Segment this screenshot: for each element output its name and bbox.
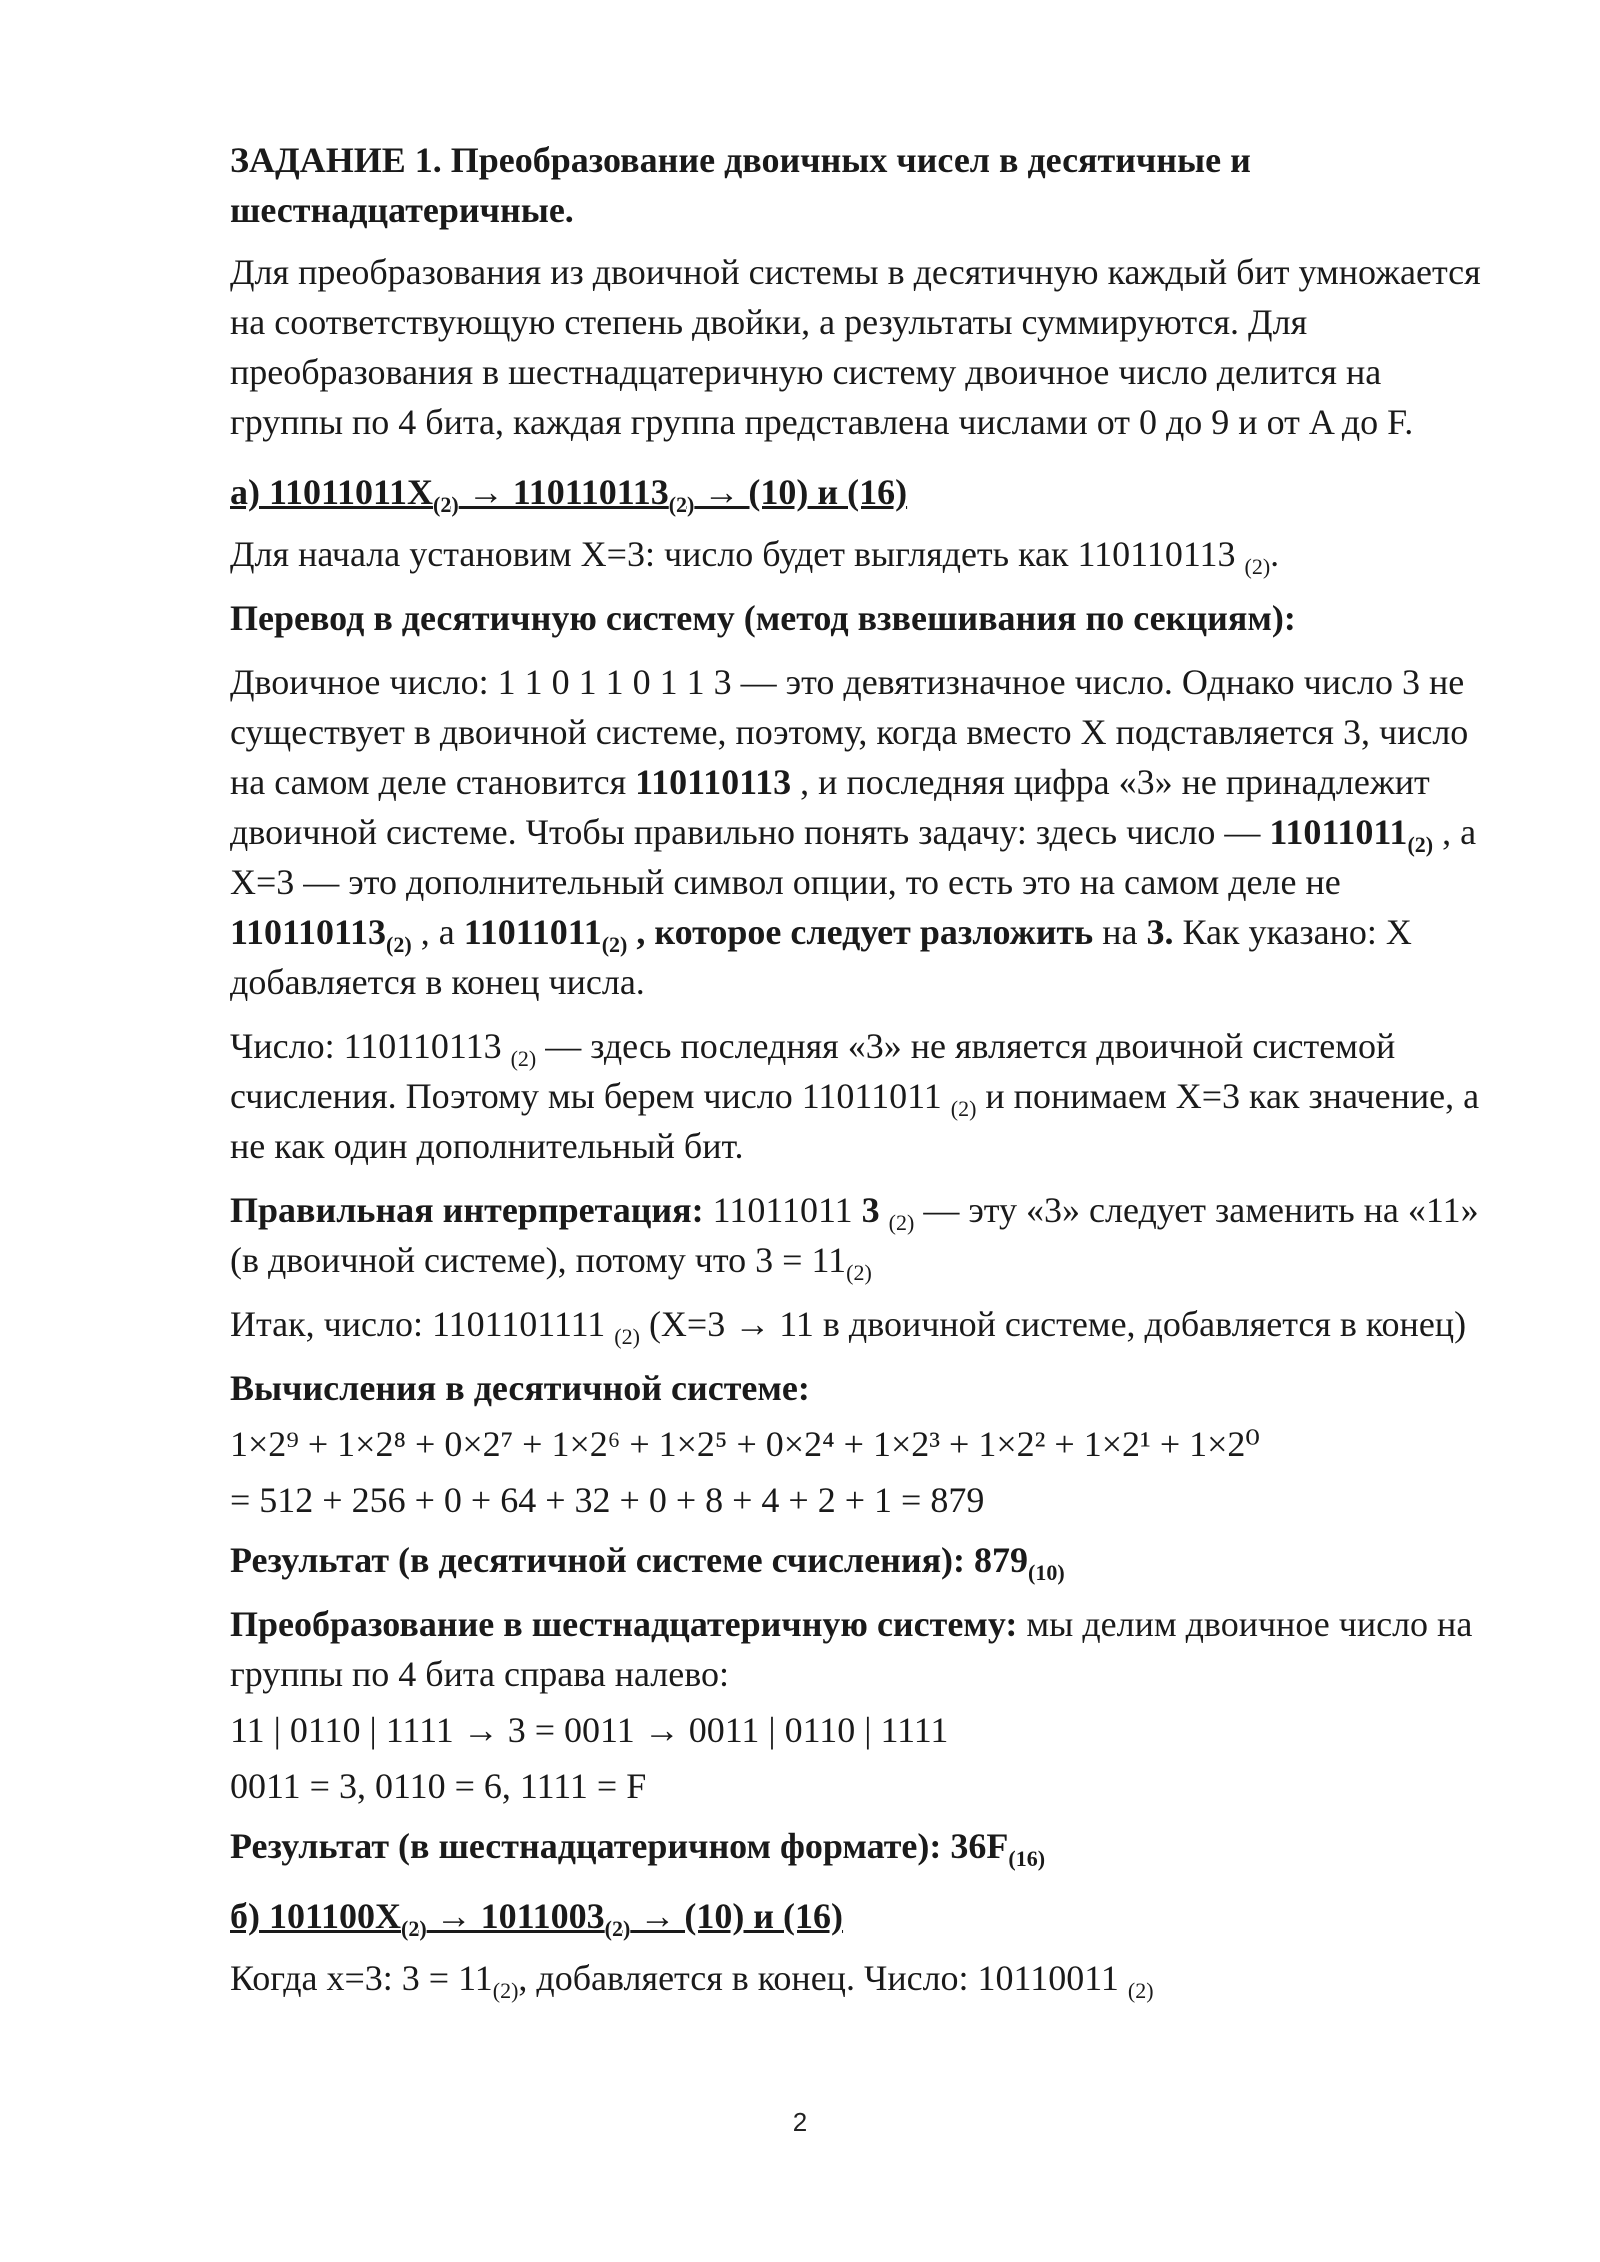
- p3-text-d: — эту «3» следует заменить на «11» (в двоичной системе), потому что 3 = 11: [230, 1190, 1479, 1280]
- section-a-base-1: (2): [433, 492, 459, 517]
- calc-equation-1: 1×2⁹ + 1×2⁸ + 0×2⁷ + 1×2⁶ + 1×2⁵ + 0×2⁴ + 1×2³ + 1×2² + 1×2¹ + 1×2⁰: [230, 1424, 1260, 1464]
- b-line-text-a: Когда x=3: 3 = 11: [230, 1958, 493, 1998]
- p2-base-a: (2): [510, 1046, 537, 1071]
- p3-base-d: (2): [846, 1260, 872, 1285]
- p1-base-d: (2): [1407, 832, 1434, 857]
- interpretation-paragraph: [230, 1185, 1500, 1285]
- section-a-title-part1: a) 11011011X: [230, 472, 434, 512]
- calc-heading: Вычисления в десятичной системе:: [230, 1368, 810, 1408]
- p3-label: Правильная интерпретация:: [230, 1190, 704, 1230]
- p3-space: [880, 1190, 889, 1230]
- hex-result: [230, 1821, 1500, 1871]
- set-x-end: .: [1270, 534, 1280, 574]
- section-b-base-2: (2): [604, 1916, 631, 1941]
- section-b-title-part1: б) 101100X: [230, 1896, 401, 1936]
- task-heading: ЗАДАНИЕ 1. Преобразование двоичных чисел в десятичные и шестнадцатеричные.: [230, 140, 1251, 230]
- decimal-result-text: Результат (в десятичной системе счисления): 879: [230, 1540, 1029, 1580]
- p2-text-b: — здесь последняя «3» не является двоичной системой счисления. Поэтому мы берем число 11011011: [230, 1026, 1396, 1116]
- p4-text-a: Итак, число: 1101101111: [230, 1304, 615, 1344]
- set-x-base: (2): [1244, 554, 1271, 579]
- decimal-method-heading: Перевод в десятичную систему (метод взвешивания по секциям):: [230, 598, 1296, 638]
- p2-text-a: Число: 110110113: [230, 1026, 511, 1066]
- p3-text-a: 11011011: [703, 1190, 862, 1230]
- section-a-title-part3: → (10) и (16): [694, 472, 908, 512]
- p1-text-c: , и последняя цифра «3» не принадлежит двоичной системе. Чтобы правильно понять задачу: здесь число —: [230, 762, 1430, 852]
- section-a-heading: [230, 467, 1500, 517]
- p1-text-g: , а: [411, 912, 464, 952]
- p3-digit-b: 3: [861, 1190, 880, 1230]
- b-line-base-b: (2): [1127, 1978, 1154, 2003]
- page-content: [230, 135, 1500, 2017]
- calc-equation-2: = 512 + 256 + 0 + 64 + 32 + 0 + 8 + 4 + 2 + 1 = 879: [230, 1480, 985, 1520]
- p3-base-c: (2): [888, 1210, 915, 1235]
- section-a-base-2: (2): [668, 492, 695, 517]
- task-intro: Для преобразования из двоичной системы в десятичную каждый бит умножается на соответствующую степень двойки, а результаты суммируются. Для преобразования в шестнадцатеричную систему двоичное число делится на группы по 4 бита, каждая группа представлена числами от 0 до 9 и от A до F.: [230, 252, 1481, 442]
- p4-base-a: (2): [614, 1324, 640, 1349]
- p1-number-k: 3.: [1146, 912, 1174, 952]
- hex-groups-line: 11 | 0110 | 1111 → 3 = 0011 → 0011 | 0110 | 1111: [230, 1710, 949, 1750]
- p2-text-c: и понимаем X=3 как значение, а не как один дополнительный бит.: [230, 1076, 1480, 1166]
- p1-text-l: Как указано: X добавляется в конец числа.: [230, 912, 1412, 1002]
- hex-text: мы делим двоичное число на группы по 4 бита справа налево:: [230, 1604, 1473, 1694]
- section-b-title-part2: → 1011003: [426, 1896, 605, 1936]
- p2-base-b: (2): [950, 1096, 977, 1121]
- final-number-paragraph: [230, 1299, 1500, 1349]
- decimal-result-base: (10): [1028, 1560, 1065, 1585]
- number-explanation-paragraph: [230, 1021, 1500, 1171]
- binary-number-paragraph: [230, 657, 1500, 1007]
- section-a-title-part2: → 110110113: [458, 472, 669, 512]
- section-b-line: [230, 1953, 1500, 2003]
- p1-text-e: , а X=3 — это дополнительный символ опции, то есть это на самом деле не: [230, 812, 1477, 902]
- hex-result-text: Результат (в шестнадцатеричном формате): 36F: [230, 1826, 1009, 1866]
- set-x-text: Для начала установим X=3: число будет выглядеть как 110110113: [230, 534, 1245, 574]
- hex-result-base: (16): [1008, 1846, 1046, 1871]
- p1-base-f: (2): [386, 932, 412, 957]
- section-b-heading: [230, 1891, 1500, 1941]
- p4-text-b: (X=3 → 11 в двоичной системе, добавляется в конец): [639, 1304, 1467, 1344]
- page-number: 2: [792, 2107, 808, 2137]
- p1-number-d: 11011011: [1269, 812, 1408, 852]
- hex-conversion-paragraph: [230, 1599, 1500, 1699]
- section-b-title-part3: → (10) и (16): [630, 1896, 844, 1936]
- p1-text-a: Двоичное число: 1 1 0 1 1 0 1 1 3 — это девятизначное число. Однако число 3 не существует в двоичной системе, поэтому, когда вместо X подставляется 3, число на самом деле становится: [230, 662, 1469, 802]
- p1-number-f: 110110113: [230, 912, 387, 952]
- hex-label: Преобразование в шестнадцатеричную систему:: [230, 1604, 1018, 1644]
- hex-values-line: 0011 = 3, 0110 = 6, 1111 = F: [230, 1766, 647, 1806]
- section-b-base-1: (2): [401, 1916, 427, 1941]
- b-line-text-b: , добавляется в конец. Число: 10110011: [518, 1958, 1128, 1998]
- b-line-base-a: (2): [492, 1978, 519, 2003]
- set-x-paragraph: [230, 529, 1500, 579]
- decimal-result: [230, 1535, 1500, 1585]
- p1-text-j: на: [1093, 912, 1147, 952]
- p1-text-i: , которое следует разложить: [627, 912, 1094, 952]
- p1-number-b: 110110113: [635, 762, 792, 802]
- p1-base-h: (2): [601, 932, 628, 957]
- p1-number-h: 11011011: [463, 912, 602, 952]
